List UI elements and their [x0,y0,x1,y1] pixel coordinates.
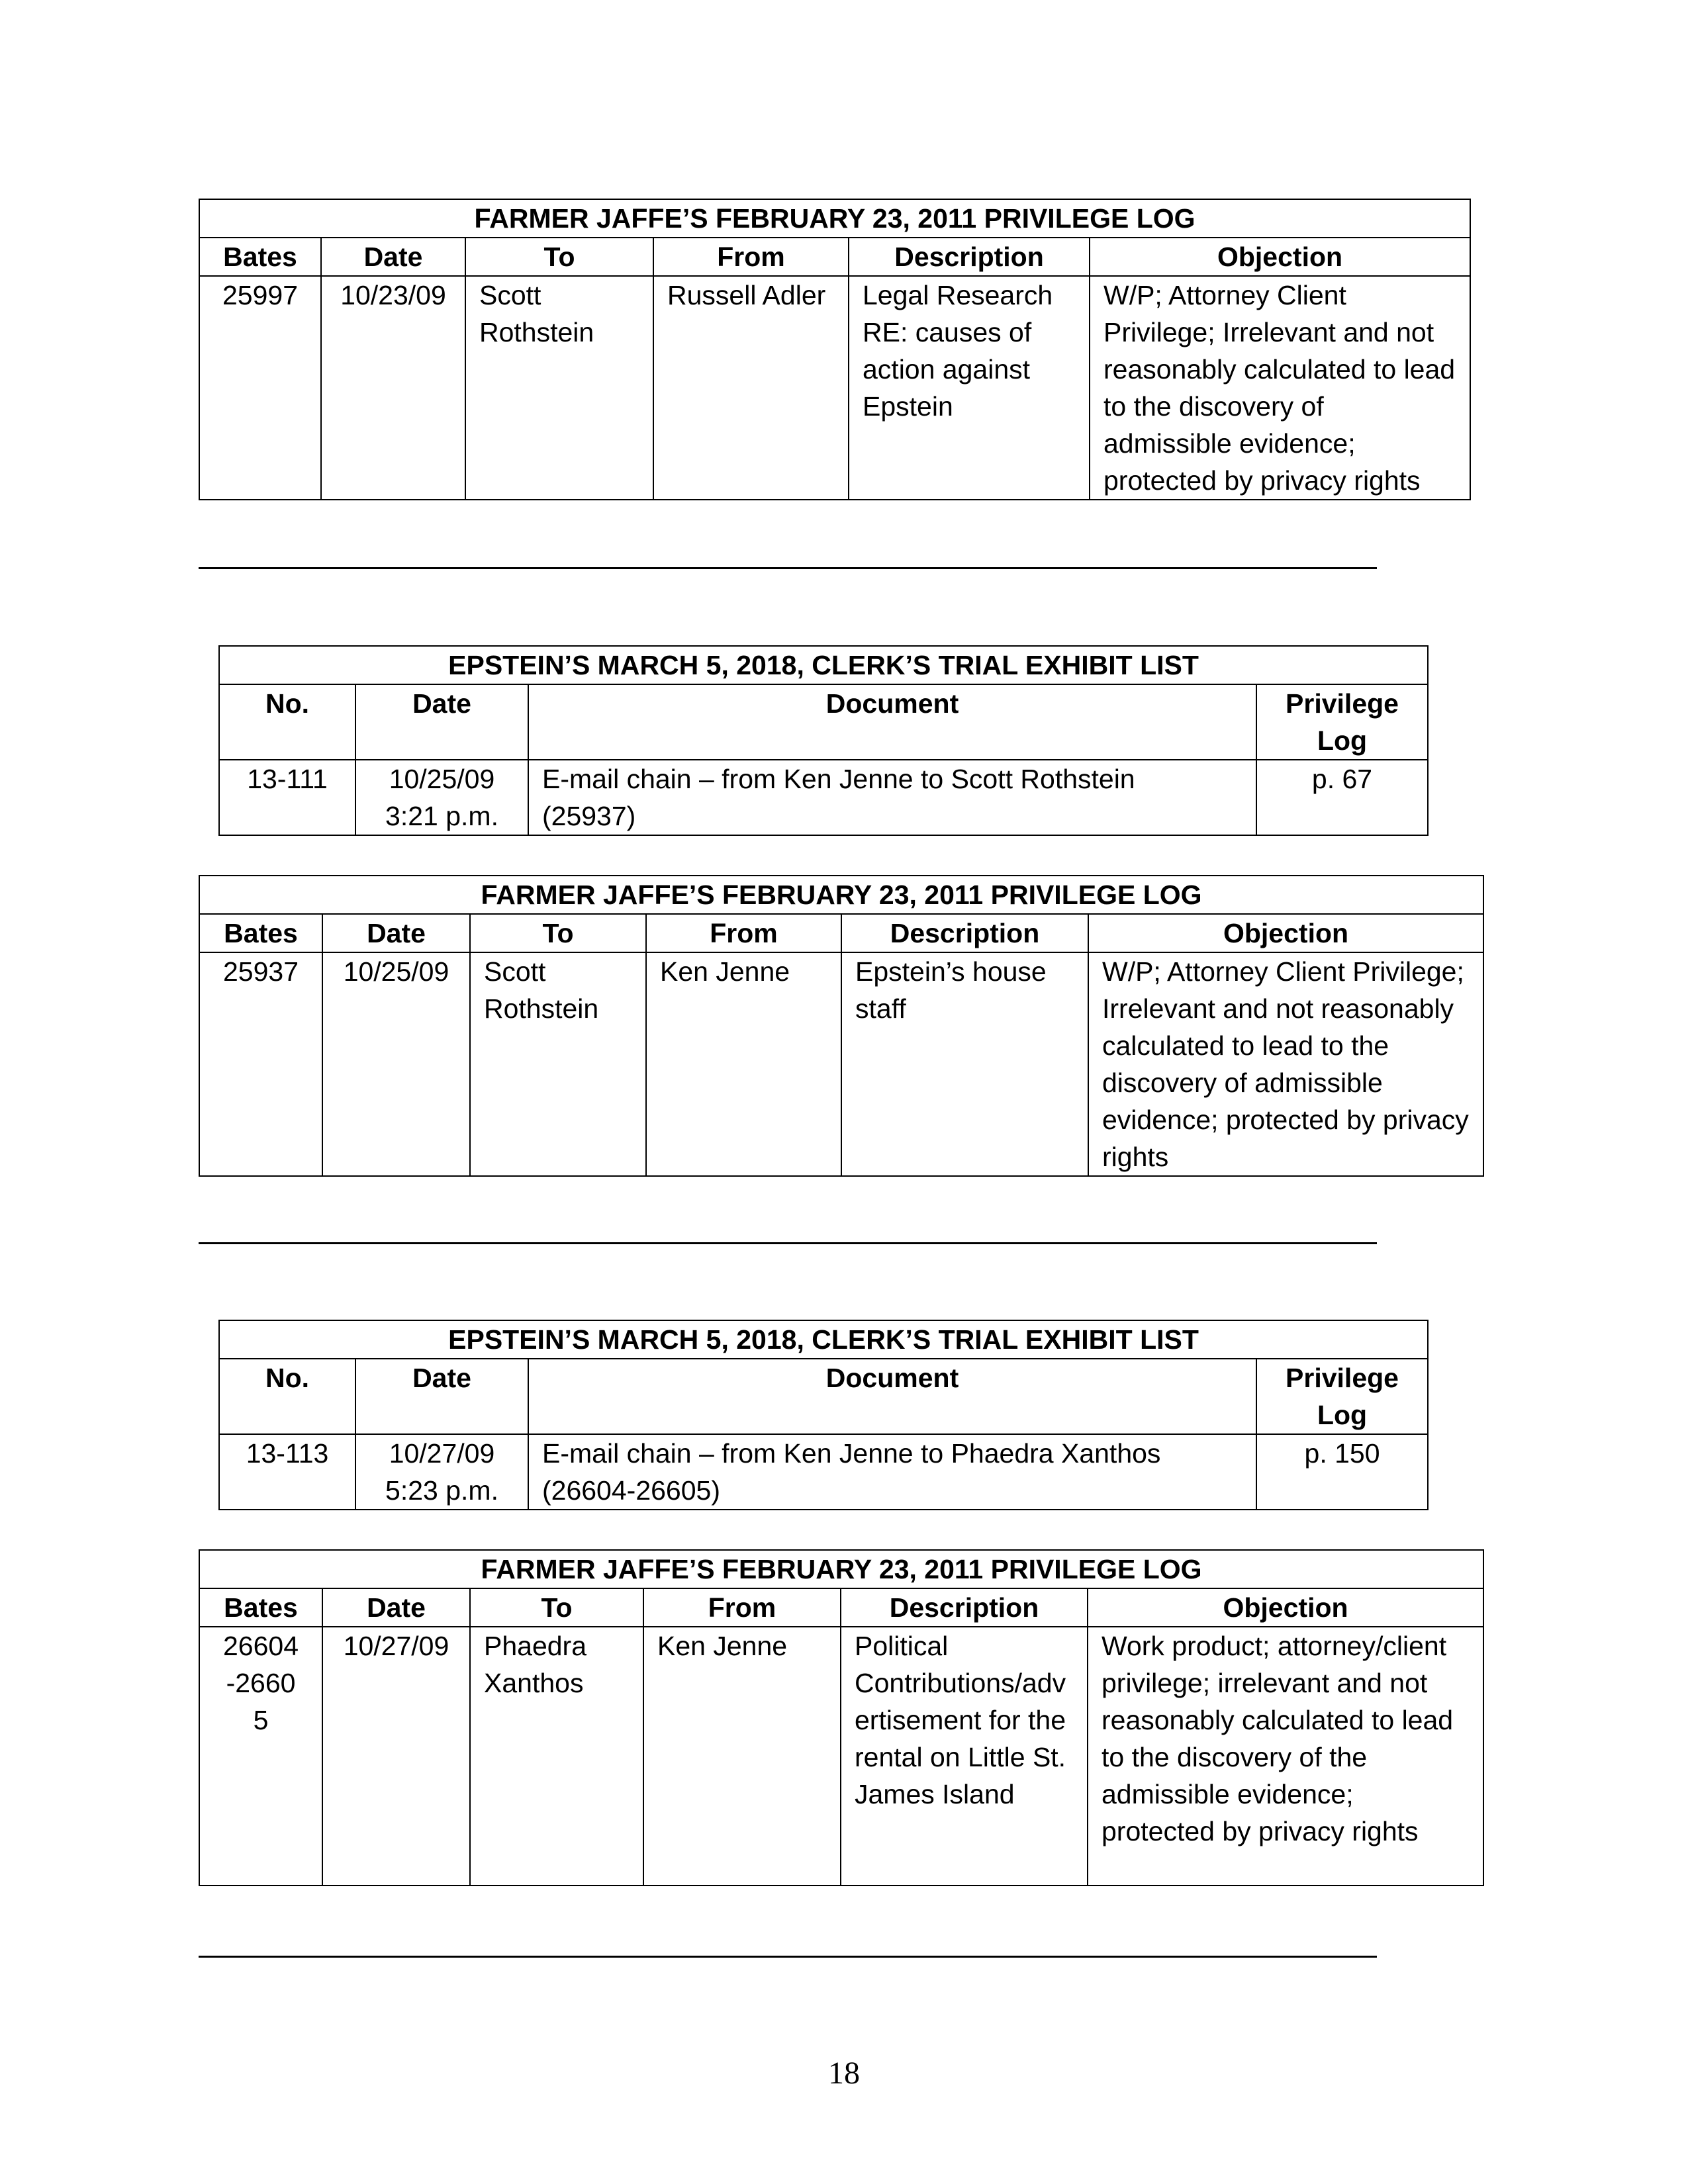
bates-cell: 25937 [199,952,322,1176]
to-cell: Scott Rothstein [465,276,653,500]
column-header-to: To [470,914,646,952]
exhibit-list-table-2 [218,1320,1429,1510]
section-separator [199,1242,1377,1244]
privilege-log-table-1 [199,199,1471,500]
column-header-no: No. [219,1359,355,1434]
column-header-objection: Objection [1090,238,1470,276]
table-title: FARMER JAFFE’S FEBRUARY 23, 2011 PRIVILEGE LOG [199,876,1483,914]
objection-cell: W/P; Attorney Client Privilege; Irrelevant and not reasonably calculated to lead to the discovery of admissible evidence; protected by privacy rights [1088,952,1483,1176]
date-cell [355,760,528,835]
date-cell: 10/27/09 [322,1627,470,1886]
column-header-description: Description [841,914,1088,952]
column-header-privilege-log: Privilege Log [1256,684,1428,760]
section-separator [199,567,1377,569]
privilege-log-table-2 [199,875,1484,1177]
table-row [199,1627,1483,1886]
description-cell: Political Contributions/advertisement for the rental on Little St. James Island [841,1627,1088,1886]
exhibit-number-cell: 13-113 [219,1434,355,1510]
column-header-document: Document [528,684,1256,760]
column-header-to: To [470,1588,643,1627]
date-cell: 10/23/09 [321,276,465,500]
date-cell: 10/25/09 [322,952,470,1176]
section-separator [199,1956,1377,1958]
column-header-date: Date [322,914,470,952]
column-header-date: Date [322,1588,470,1627]
table-title: EPSTEIN’S MARCH 5, 2018, CLERK’S TRIAL EXHIBIT LIST [219,646,1428,684]
objection-cell: Work product; attorney/client privilege; irrelevant and not reasonably calculated to lead to the discovery of the admissible evidence; protected by privacy rights [1088,1627,1483,1886]
date-value: 10/27/09 [389,1438,495,1469]
column-header-bates: Bates [199,1588,322,1627]
column-header-document: Document [528,1359,1256,1434]
column-header-from: From [646,914,841,952]
time-value: 5:23 p.m. [385,1475,498,1506]
page-number: 18 [828,2056,860,2091]
from-cell: Ken Jenne [646,952,841,1176]
to-cell: Scott Rothstein [470,952,646,1176]
from-cell: Ken Jenne [643,1627,841,1886]
column-header-from: From [653,238,849,276]
date-cell [355,1434,528,1510]
exhibit-list-table-1 [218,645,1429,836]
column-header-no: No. [219,684,355,760]
column-header-privilege-log: Privilege Log [1256,1359,1428,1434]
privilege-log-page-cell: p. 67 [1256,760,1428,835]
bates-cell: 25997 [199,276,321,500]
bates-cell: 26604-26605 [199,1627,322,1886]
column-header-description: Description [849,238,1090,276]
table-row [199,952,1483,1176]
table-title: FARMER JAFFE’S FEBRUARY 23, 2011 PRIVILEGE LOG [199,1550,1483,1588]
table-title: FARMER JAFFE’S FEBRUARY 23, 2011 PRIVILEGE LOG [199,199,1470,238]
column-header-objection: Objection [1088,914,1483,952]
privilege-log-page-cell: p. 150 [1256,1434,1428,1510]
privilege-log-table-3 [199,1549,1484,1886]
objection-cell: W/P; Attorney Client Privilege; Irrelevant and not reasonably calculated to lead to the discovery of admissible evidence; protected by privacy rights [1090,276,1470,500]
table-row [219,1434,1428,1510]
table-row [219,760,1428,835]
exhibit-number-cell: 13-111 [219,760,355,835]
table-title: EPSTEIN’S MARCH 5, 2018, CLERK’S TRIAL EXHIBIT LIST [219,1320,1428,1359]
table-row [199,276,1470,500]
column-header-to: To [465,238,653,276]
column-header-date: Date [355,1359,528,1434]
column-header-bates: Bates [199,914,322,952]
column-header-bates: Bates [199,238,321,276]
from-cell: Russell Adler [653,276,849,500]
column-header-date: Date [355,684,528,760]
document-cell: E-mail chain – from Ken Jenne to Phaedra Xanthos (26604-26605) [528,1434,1256,1510]
description-cell: Legal Research RE: causes of action against Epstein [849,276,1090,500]
column-header-from: From [643,1588,841,1627]
description-cell: Epstein’s house staff [841,952,1088,1176]
date-value: 10/25/09 [389,764,495,794]
column-header-objection: Objection [1088,1588,1483,1627]
document-cell: E-mail chain – from Ken Jenne to Scott Rothstein (25937) [528,760,1256,835]
column-header-description: Description [841,1588,1088,1627]
to-cell: Phaedra Xanthos [470,1627,643,1886]
column-header-date: Date [321,238,465,276]
time-value: 3:21 p.m. [385,801,498,831]
